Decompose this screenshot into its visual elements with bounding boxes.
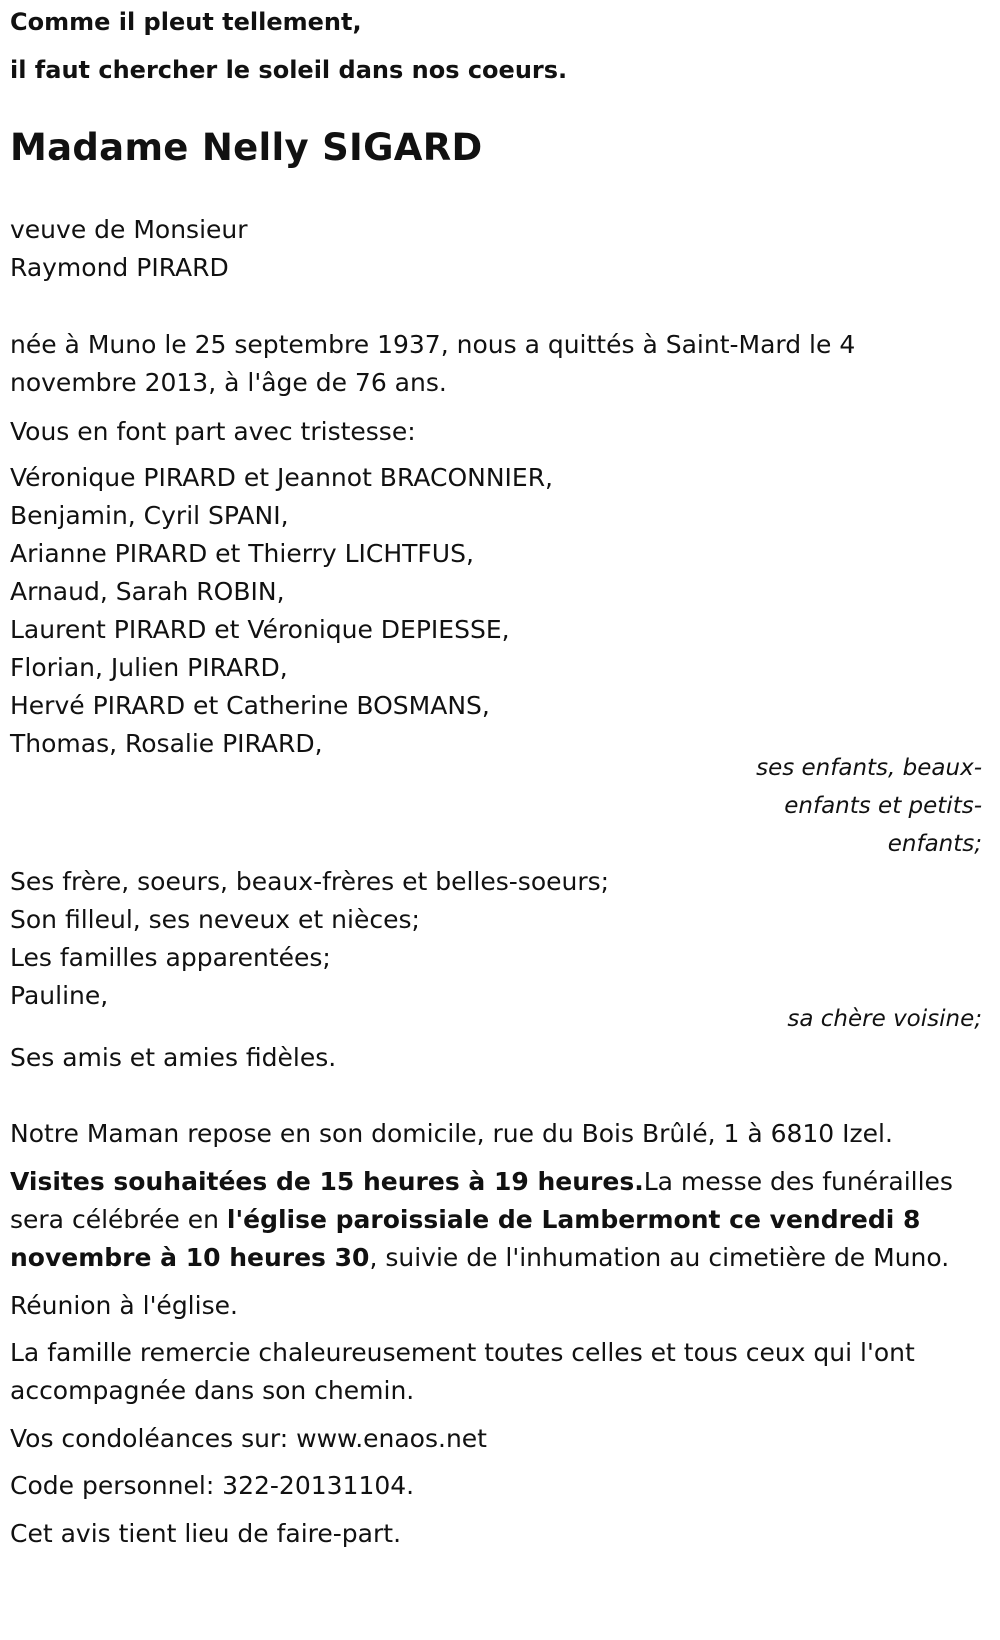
repose-line: Notre Maman repose en son domicile, rue du Bois Brûlé, 1 à 6810 Izel.	[10, 1119, 893, 1148]
widow-line-1: veuve de Monsieur	[10, 215, 248, 244]
children-role-line-2: enfants et petits-	[784, 793, 982, 819]
children-role-line-1: ses enfants, beaux-	[756, 755, 982, 781]
family-member: Véronique PIRARD et Jeannot BRACONNIER,	[10, 463, 554, 492]
funeral-mass-text: La messe des funérailles	[643, 1167, 953, 1196]
notice-line: Cet avis tient lieu de faire-part.	[10, 1519, 402, 1548]
visits-line-1	[10, 1167, 953, 1196]
visits-line-2	[10, 1205, 920, 1234]
epigraph-line-1: Comme il pleut tellement,	[10, 8, 362, 36]
family-member: Thomas, Rosalie PIRARD,	[10, 729, 323, 758]
visits-hours: Visites souhaitées de 15 heures à 19 heures.	[10, 1167, 644, 1196]
visits-line-3	[10, 1243, 949, 1272]
family-member: Arianne PIRARD et Thierry LICHTFUS,	[10, 539, 474, 568]
children-role-line-3: enfants;	[887, 831, 982, 857]
thanks-line-1: La famille remercie chaleureusement toutes celles et tous ceux qui l'ont	[10, 1338, 915, 1367]
celebrated-text: sera célébrée en	[10, 1205, 227, 1234]
family-member: Arnaud, Sarah ROBIN,	[10, 577, 285, 606]
widow-line-2: Raymond PIRARD	[10, 253, 229, 282]
epigraph-line-2: il faut chercher le soleil dans nos coeurs.	[10, 56, 568, 84]
thanks-line-2: accompagnée dans son chemin.	[10, 1376, 415, 1405]
family-member: Laurent PIRARD et Véronique DEPIESSE,	[10, 615, 510, 644]
relative-line: Pauline,	[10, 981, 109, 1010]
condolences-line: Vos condoléances sur: www.enaos.net	[10, 1424, 487, 1453]
relative-line: Son filleul, ses neveux et nièces;	[10, 905, 420, 934]
church-details-1: l'église paroissiale de Lambermont ce vendredi 8	[226, 1205, 921, 1234]
family-member: Florian, Julien PIRARD,	[10, 653, 288, 682]
deceased-name: Madame Nelly SIGARD	[10, 126, 483, 169]
birth-death-line-1: née à Muno le 25 septembre 1937, nous a quittés à Saint-Mard le 4	[10, 330, 856, 359]
family-member: Benjamin, Cyril SPANI,	[10, 501, 289, 530]
church-details-2: novembre à 10 heures 30	[10, 1243, 370, 1272]
family-member: Hervé PIRARD et Catherine BOSMANS,	[10, 691, 490, 720]
birth-death-line-2: novembre 2013, à l'âge de 76 ans.	[10, 368, 447, 397]
relative-line: Les familles apparentées;	[10, 943, 331, 972]
neighbor-role: sa chère voisine;	[787, 1006, 982, 1032]
reunion-line: Réunion à l'église.	[10, 1291, 238, 1320]
burial-text: , suivie de l'inhumation au cimetière de Muno.	[369, 1243, 950, 1272]
relative-line: Ses frère, soeurs, beaux-frères et belles-soeurs;	[10, 867, 610, 896]
announce-line: Vous en font part avec tristesse:	[10, 417, 416, 446]
personal-code: Code personnel: 322-20131104.	[10, 1471, 415, 1500]
friends-line: Ses amis et amies fidèles.	[10, 1043, 337, 1072]
